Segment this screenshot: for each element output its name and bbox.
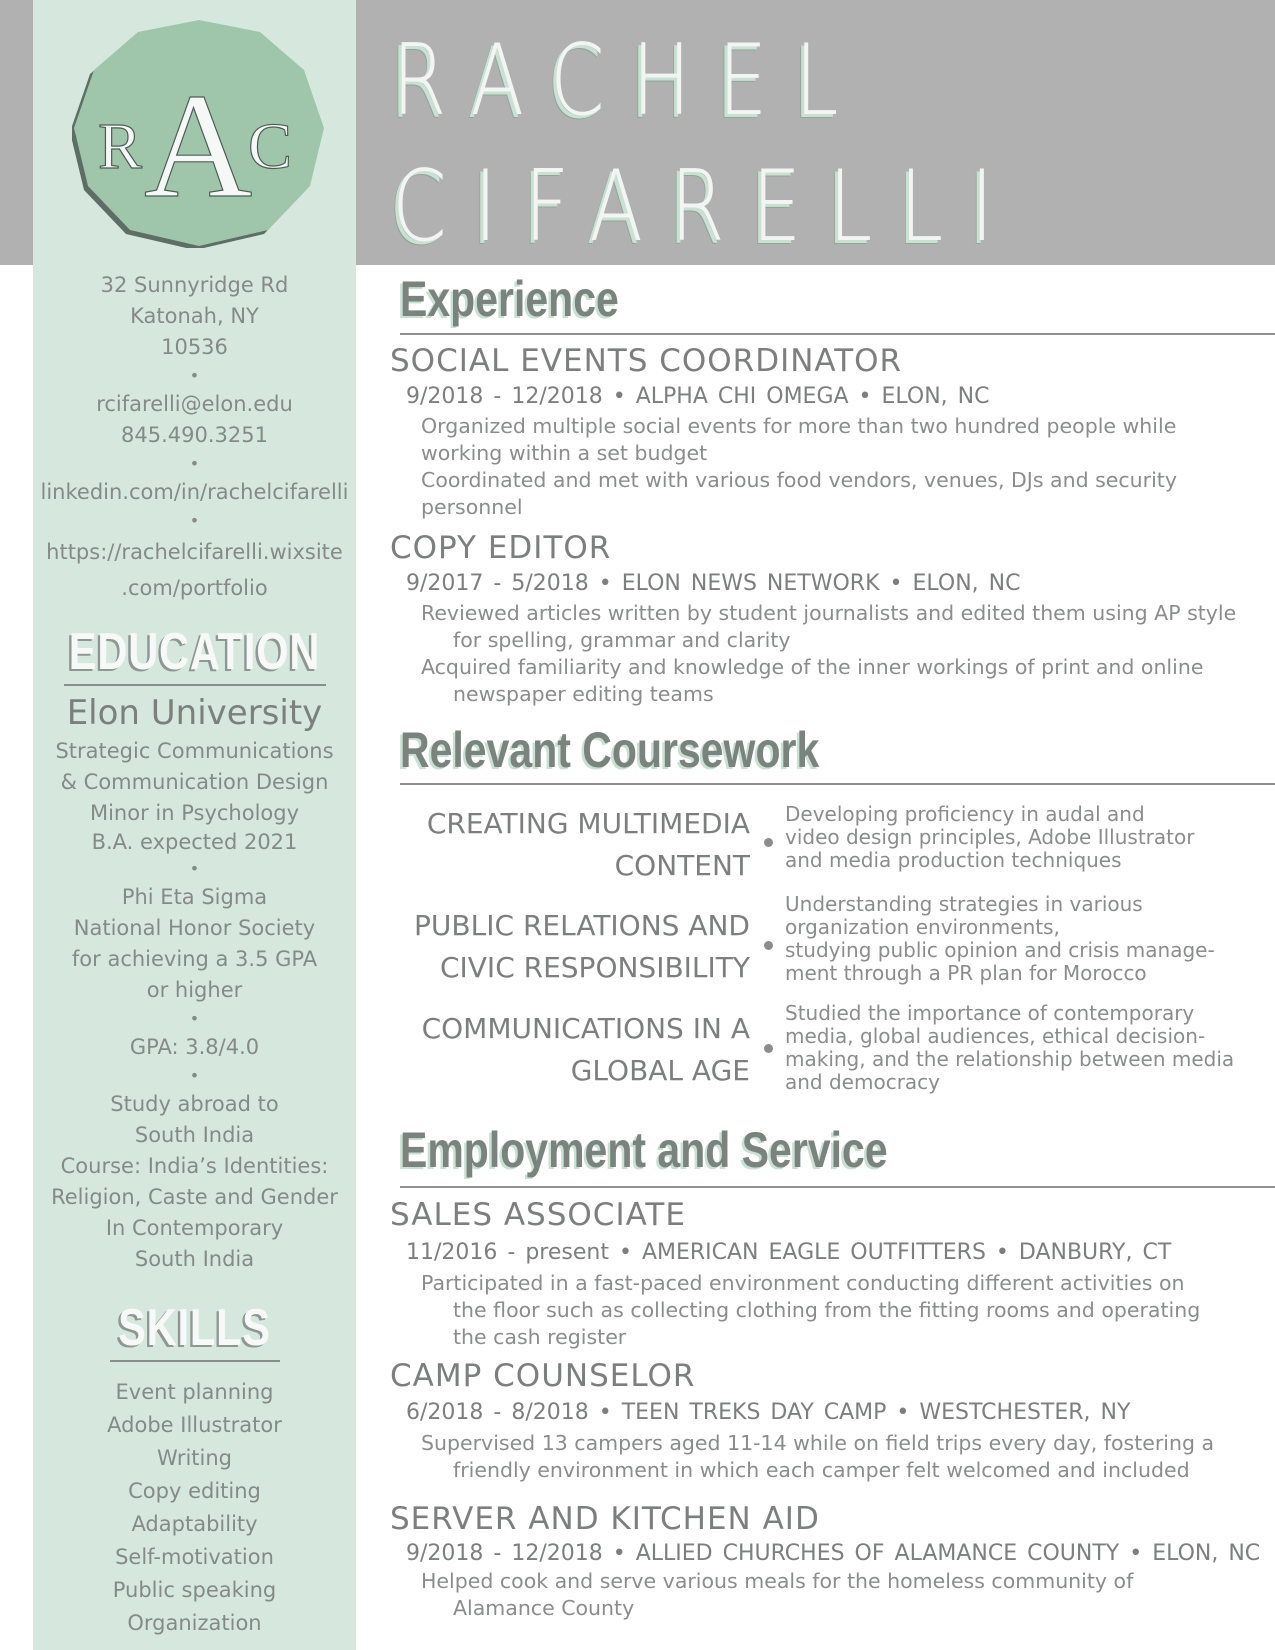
job-dates: 9/2018 - 12/2018 — [406, 1541, 603, 1566]
city-line: Katonah, NY — [130, 304, 259, 328]
abroad-line: South India — [134, 1123, 255, 1147]
job-bullet — [421, 413, 1261, 521]
job-title: SERVER AND KITCHEN AID — [390, 1501, 820, 1537]
employment-rule — [400, 1186, 1275, 1188]
major-line: & Communication Design — [60, 770, 329, 794]
degree-line: B.A. expected 2021 — [91, 830, 298, 854]
employment-title: Employment and Service — [400, 1122, 888, 1178]
minor-line: Minor in Psychology — [89, 801, 300, 825]
course-desc-line: studying public opinion and crisis manage- — [785, 938, 1215, 962]
separator-dot: • — [889, 571, 903, 596]
bullet-line: the floor such as collecting clothing from the fitting rooms and operating — [453, 1298, 1201, 1322]
coursework-rule — [400, 783, 1275, 785]
bullet-line: Supervised 13 campers aged 11-14 while on field trips every day, fostering a — [421, 1431, 1215, 1455]
separator-dot: • — [189, 511, 200, 530]
bullet-line: Reviewed articles written by student journalists and edited them using AP style — [421, 601, 1237, 625]
job-org: ALLIED CHURCHES OF ALAMANCE COUNTY — [635, 1541, 1120, 1566]
education-section — [33, 622, 356, 1275]
course-name-line: CONTENT — [614, 849, 750, 882]
address-line: 32 Sunnyridge Rd — [100, 273, 289, 297]
separator-dot: • — [598, 1400, 612, 1425]
bullet-line: the cash register — [453, 1325, 627, 1349]
separator-dot: • — [189, 859, 200, 878]
job-location: ELON, NC — [1152, 1541, 1261, 1566]
experience-title: Experience — [400, 271, 619, 327]
bullet-line: Alamance County — [453, 1596, 635, 1620]
course-desc-line: organization environments, — [785, 915, 1060, 939]
portfolio-link[interactable]: https://rachelcifarelli.wixsite — [46, 540, 343, 564]
separator-dot: • — [896, 1400, 910, 1425]
honor-line: for achieving a 3.5 GPA — [71, 947, 318, 971]
job-location: ELON, NC — [881, 384, 990, 409]
zip-line: 10536 — [161, 335, 228, 359]
course-name — [427, 803, 750, 887]
job-title: SALES ASSOCIATE — [390, 1197, 686, 1233]
job-location: ELON, NC — [912, 571, 1021, 596]
gpa-line: GPA: 3.8/4.0 — [129, 1035, 260, 1059]
education-rule — [64, 684, 326, 686]
svg-text:C: C — [248, 110, 293, 183]
job-title: COPY EDITOR — [390, 530, 612, 566]
skill-item: Organization — [127, 1611, 262, 1635]
skill-item: Adobe Illustrator — [107, 1413, 282, 1437]
contact-block — [33, 270, 356, 606]
job-org: ELON NEWS NETWORK — [621, 571, 880, 596]
course-desc-line: video design principles, Adobe Illustrator — [785, 825, 1195, 849]
job-meta — [406, 384, 989, 409]
course-name-line: COMMUNICATIONS IN A — [421, 1012, 750, 1045]
linkedin-link[interactable]: linkedin.com/in/rachelcifarelli — [40, 480, 349, 504]
job-dates: 11/2016 - present — [406, 1240, 609, 1265]
skills-rule — [110, 1360, 280, 1362]
skill-item: Writing — [157, 1446, 232, 1470]
skills-section — [33, 1298, 356, 1640]
first-name: RACHEL — [392, 24, 866, 138]
school-name: Elon University — [66, 693, 323, 733]
separator-dot: • — [995, 1240, 1009, 1265]
major-line: Strategic Communications — [55, 739, 334, 763]
separator-dot: • — [618, 1240, 632, 1265]
course-desc-line: Studied the importance of contemporary — [785, 1001, 1195, 1025]
skill-item: Event planning — [115, 1380, 274, 1404]
job-location: WESTCHESTER, NY — [919, 1400, 1131, 1425]
honor-line: or higher — [146, 978, 243, 1002]
separator-dot: • — [189, 1009, 200, 1028]
bullet-line: Helped cook and serve various meals for the homeless community of — [421, 1569, 1134, 1593]
skill-item: Self-motivation — [115, 1545, 274, 1569]
separator-dot: • — [612, 1541, 626, 1566]
job-org: TEEN TREKS DAY CAMP — [621, 1400, 887, 1425]
phone-number: 845.490.3251 — [121, 423, 268, 447]
separator-dot: • — [612, 384, 626, 409]
course-desc-line: ment through a PR plan for Morocco — [785, 961, 1147, 985]
separator-dot: • — [598, 571, 612, 596]
experience-rule — [400, 333, 1275, 335]
skill-item: Public speaking — [112, 1578, 277, 1602]
course-desc-line: media, global audiences, ethical decision- — [785, 1024, 1206, 1048]
skills-title: SKILLS — [118, 1299, 271, 1357]
course-description — [785, 893, 1275, 985]
job-bullet — [421, 1568, 1261, 1622]
abroad-line: Course: India’s Identities: — [60, 1154, 329, 1178]
skill-item: Copy editing — [128, 1479, 261, 1503]
course-name-line: PUBLIC RELATIONS AND — [414, 909, 750, 942]
course-bullet-dot — [764, 1044, 773, 1053]
job-org: ALPHA CHI OMEGA — [635, 384, 849, 409]
job-bullet — [421, 1270, 1261, 1351]
separator-dot: • — [858, 384, 872, 409]
abroad-line: Study abroad to — [110, 1092, 279, 1116]
job-meta — [406, 1400, 1130, 1425]
job-location: DANBURY, CT — [1018, 1240, 1172, 1265]
bullet-line: working within a set budget — [421, 441, 708, 465]
job-dates: 6/2018 - 8/2018 — [406, 1400, 589, 1425]
education-title: EDUCATION — [68, 623, 321, 681]
abroad-line: South India — [134, 1247, 255, 1271]
svg-text:R: R — [98, 110, 143, 183]
course-bullet-dot — [764, 941, 773, 950]
job-title: SOCIAL EVENTS COORDINATOR — [390, 343, 903, 379]
bullet-line: personnel — [421, 495, 523, 519]
coursework-title: Relevant Coursework — [400, 722, 820, 778]
job-meta — [406, 1541, 1260, 1566]
course-description — [785, 1002, 1275, 1094]
bullet-line: newspaper editing teams — [453, 682, 714, 706]
job-bullet — [421, 1430, 1261, 1484]
job-org: AMERICAN EAGLE OUTFITTERS — [641, 1240, 986, 1265]
course-name-line: GLOBAL AGE — [570, 1054, 750, 1087]
bullet-line: Coordinated and met with various food vendors, venues, DJs and security — [421, 468, 1177, 492]
job-meta — [406, 1240, 1171, 1265]
course-desc-line: Developing proficiency in audal and — [785, 802, 1145, 826]
job-bullet — [421, 600, 1261, 708]
abroad-line: In Contemporary — [105, 1216, 284, 1240]
course-name — [422, 1008, 750, 1092]
course-bullet-dot — [764, 838, 773, 847]
course-desc-line: and democracy — [785, 1070, 941, 1094]
separator-dot: • — [1129, 1541, 1143, 1566]
bullet-line: Acquired familiarity and knowledge of the inner workings of print and online — [421, 655, 1204, 679]
separator-dot: • — [189, 366, 200, 385]
course-name-line: CREATING MULTIMEDIA — [426, 807, 750, 840]
job-dates: 9/2017 - 5/2018 — [406, 571, 589, 596]
course-name-line: CIVIC RESPONSIBILITY — [439, 951, 750, 984]
abroad-line: Religion, Caste and Gender — [51, 1185, 338, 1209]
bullet-line: Organized multiple social events for more than two hundred people while — [421, 414, 1177, 438]
separator-dot: • — [189, 1066, 200, 1085]
course-desc-line: and media production techniques — [785, 848, 1122, 872]
monogram-logo — [72, 18, 326, 248]
course-desc-line: making, and the relationship between media — [785, 1047, 1235, 1071]
bullet-line: Participated in a fast-paced environment conducting different activities on — [421, 1271, 1185, 1295]
svg-text:A: A — [144, 63, 253, 229]
job-dates: 9/2018 - 12/2018 — [406, 384, 603, 409]
job-title: CAMP COUNSELOR — [390, 1358, 696, 1394]
honor-line: Phi Eta Sigma — [121, 885, 268, 909]
course-desc-line: Understanding strategies in various — [785, 892, 1143, 916]
portfolio-link-cont[interactable]: .com/portfolio — [121, 576, 268, 600]
bullet-line: for spelling, grammar and clarity — [453, 628, 791, 652]
email-link[interactable]: rcifarelli@elon.edu — [96, 392, 293, 416]
course-name — [414, 905, 750, 989]
job-meta — [406, 571, 1020, 596]
bullet-line: friendly environment in which each camper felt welcomed and included — [453, 1458, 1190, 1482]
last-name: CIFARELLI — [392, 150, 1021, 264]
skill-item: Adaptability — [131, 1512, 258, 1536]
course-description — [785, 803, 1275, 872]
separator-dot: • — [189, 454, 200, 473]
honor-line: National Honor Society — [73, 916, 316, 940]
